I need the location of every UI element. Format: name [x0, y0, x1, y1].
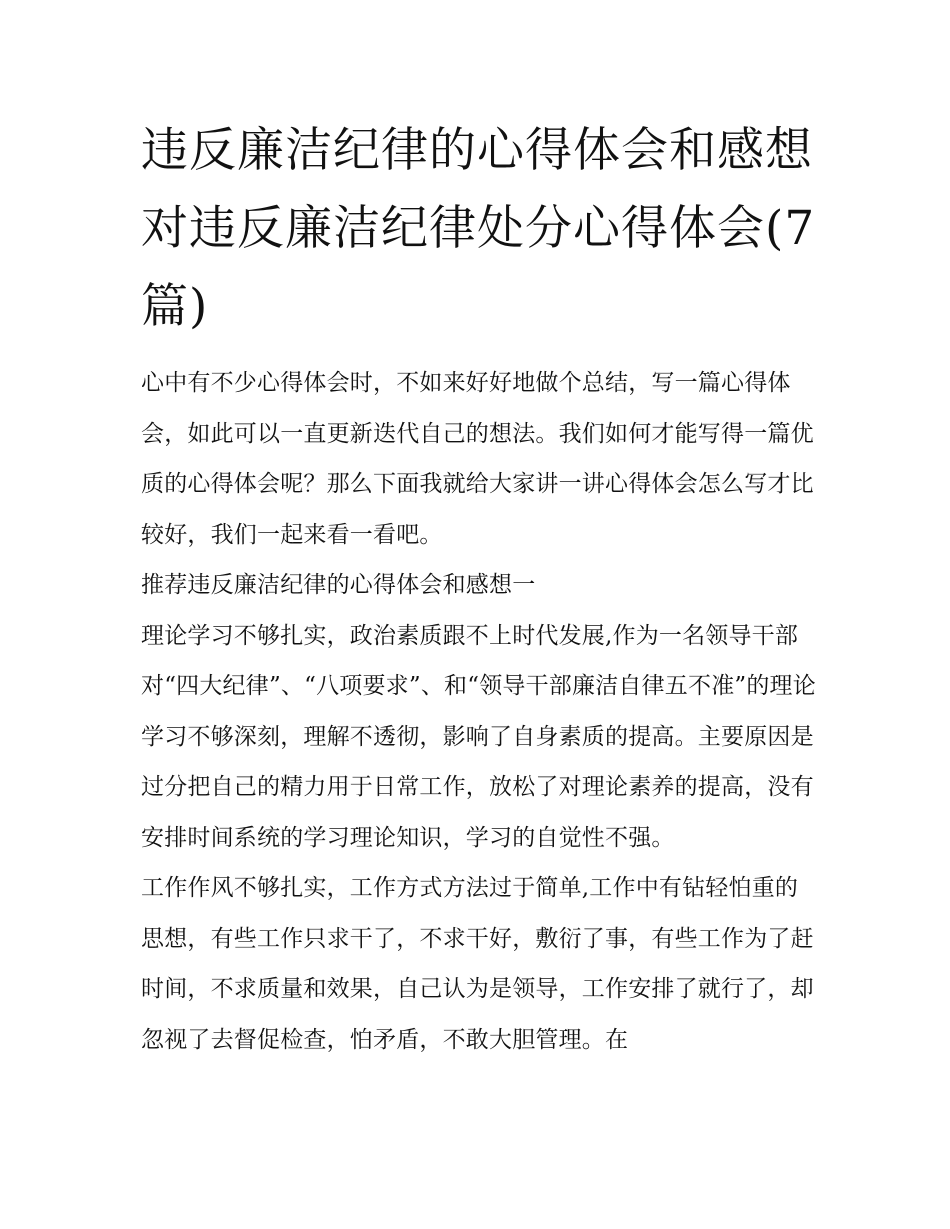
body-paragraph: 理论学习不够扎实，政治素质跟不上时代发展,作为一名领导干部对“四大纪律”、“八项要求”、和“领导干部廉洁自律五不准”的理论学习不够深刻，理解不透彻，影响了自身素质的提高。主要原因是过分把自己的精力用于日常工作，放松了对理论素养的提高，没有安排时间系统的学习理论知识，学习的自觉性不强。 — [141, 622, 816, 851]
body-paragraph: 工作作风不够扎实，工作方式方法过于简单,工作中有钻轻怕重的思想，有些工作只求干了，不求干好，敷衍了事，有些工作为了赶时间，不求质量和效果，自己认为是领导，工作安排了就行了，却忽视了去督促检查，怕矛盾，不敢大胆管理。在 — [141, 875, 814, 1053]
document-title: 违反廉洁纪律的心得体会和感想 对违反廉洁纪律处分心得体会(7篇) — [141, 123, 816, 334]
section-heading: 推荐违反廉洁纪律的心得体会和感想一 — [141, 572, 536, 598]
document-body — [141, 112, 821, 1065]
intro-paragraph: 心中有不少心得体会时，不如来好好地做个总结，写一篇心得体会，如此可以一直更新迭代自己的想法。我们如何才能写得一篇优质的心得体会呢？那么下面我就给大家讲一讲心得体会怎么写才比较好，我们一起来看一看吧。 — [141, 370, 814, 548]
